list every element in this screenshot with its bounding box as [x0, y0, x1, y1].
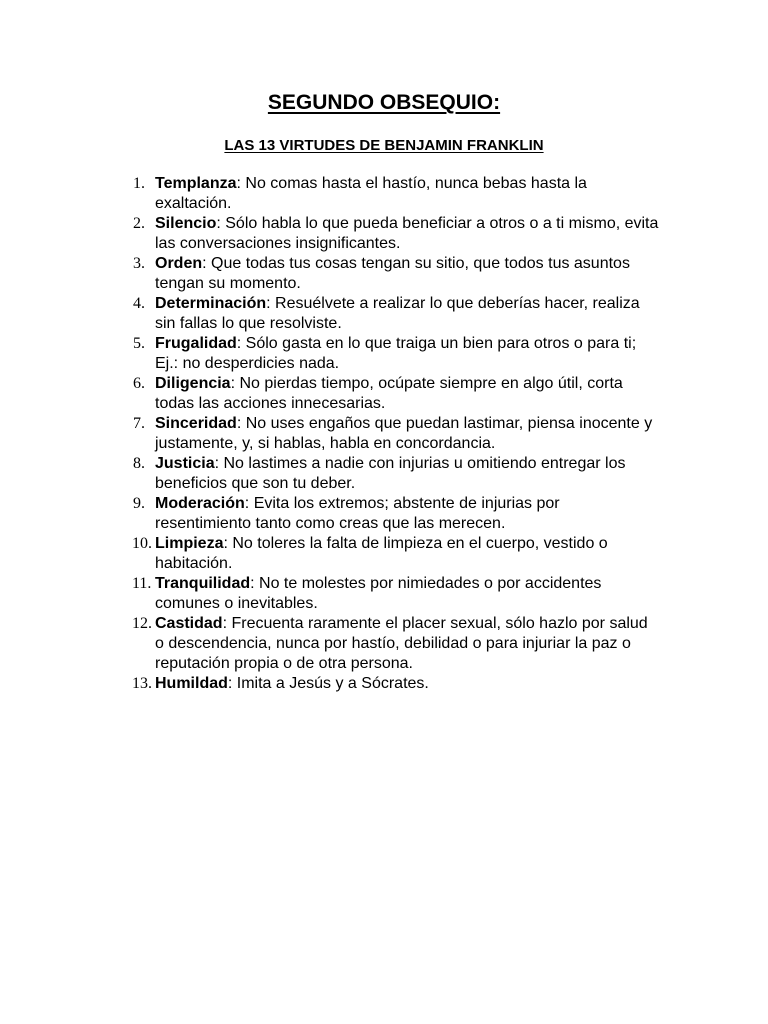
page-title: SEGUNDO OBSEQUIO:: [267, 91, 501, 114]
virtue-term: Limpieza: [155, 535, 224, 552]
virtue-description: : Sólo habla lo que pueda beneficiar a otros o a ti mismo, evita las conversaciones insignificantes.: [155, 215, 659, 252]
item-number: 2.: [133, 215, 145, 232]
virtue-description: : Sólo gasta en lo que traiga un bien para otros o para ti; Ej.: no desperdicies nada.: [155, 335, 637, 372]
list-item: [0, 414, 660, 454]
list-item: [0, 574, 660, 614]
list-item: [0, 214, 660, 254]
virtue-description: : No pierdas tiempo, ocúpate siempre en algo útil, corta todas las acciones innecesarias.: [155, 375, 623, 412]
virtue-description: : Resuélvete a realizar lo que deberías hacer, realiza sin fallas lo que resolviste.: [155, 295, 640, 332]
virtue-term: Templanza: [155, 175, 237, 192]
list-item: [0, 494, 660, 534]
virtue-description: : No comas hasta el hastío, nunca bebas hasta la exaltación.: [155, 175, 587, 212]
virtue-description: : Frecuenta raramente el placer sexual, sólo hazlo por salud o descendencia, nunca por hastío, debilidad o para injuriar la paz o reputación propia o de otra persona.: [155, 615, 648, 672]
item-number: 4.: [133, 295, 145, 312]
list-item: [0, 254, 660, 294]
item-number: 13.: [132, 675, 152, 692]
list-item: [0, 174, 660, 214]
list-item: [0, 674, 660, 694]
item-number: 8.: [133, 455, 145, 472]
virtue-term: Frugalidad: [155, 335, 237, 352]
item-number: 1.: [133, 175, 145, 192]
list-item: [0, 454, 660, 494]
virtue-description: : No te molestes por nimiedades o por accidentes comunes o inevitables.: [155, 575, 602, 612]
virtue-description: : Que todas tus cosas tengan su sitio, que todos tus asuntos tengan su momento.: [155, 255, 630, 292]
virtue-term: Sinceridad: [155, 415, 237, 432]
list-item: [0, 294, 660, 334]
list-item: [0, 614, 660, 674]
virtue-description: : Evita los extremos; abstente de injurias por resentimiento tanto como creas que las merecen.: [155, 495, 560, 532]
page-subtitle: LAS 13 VIRTUDES DE BENJAMIN FRANKLIN: [224, 137, 544, 154]
item-number: 11.: [132, 575, 152, 592]
virtue-description: : No toleres la falta de limpieza en el cuerpo, vestido o habitación.: [155, 535, 608, 572]
item-number: 9.: [133, 495, 145, 512]
virtue-term: Justicia: [155, 455, 215, 472]
item-number: 6.: [133, 375, 145, 392]
virtue-term: Silencio: [155, 215, 217, 232]
virtue-term: Diligencia: [155, 375, 231, 392]
virtue-description: : No uses engaños que puedan lastimar, piensa inocente y justamente, y, si hablas, habla en concordancia.: [155, 415, 653, 452]
list-item: [0, 534, 660, 574]
item-number: 7.: [133, 415, 145, 432]
item-number: 12.: [132, 615, 152, 632]
list-item: [0, 334, 660, 374]
virtue-description: : Imita a Jesús y a Sócrates.: [227, 675, 429, 692]
virtue-term: Tranquilidad: [155, 575, 251, 592]
virtue-description: : No lastimes a nadie con injurias u omitiendo entregar los beneficios que son tu deber.: [155, 455, 626, 492]
item-number: 5.: [133, 335, 145, 352]
virtue-term: Moderación: [155, 495, 245, 512]
list-item: [0, 374, 660, 414]
item-number: 3.: [133, 255, 145, 272]
virtue-term: Orden: [155, 255, 203, 272]
virtue-term: Determinación: [155, 295, 267, 312]
virtues-list: [0, 174, 768, 694]
virtue-term: Humildad: [155, 675, 228, 692]
item-number: 10.: [132, 535, 152, 552]
virtue-term: Castidad: [155, 615, 223, 632]
